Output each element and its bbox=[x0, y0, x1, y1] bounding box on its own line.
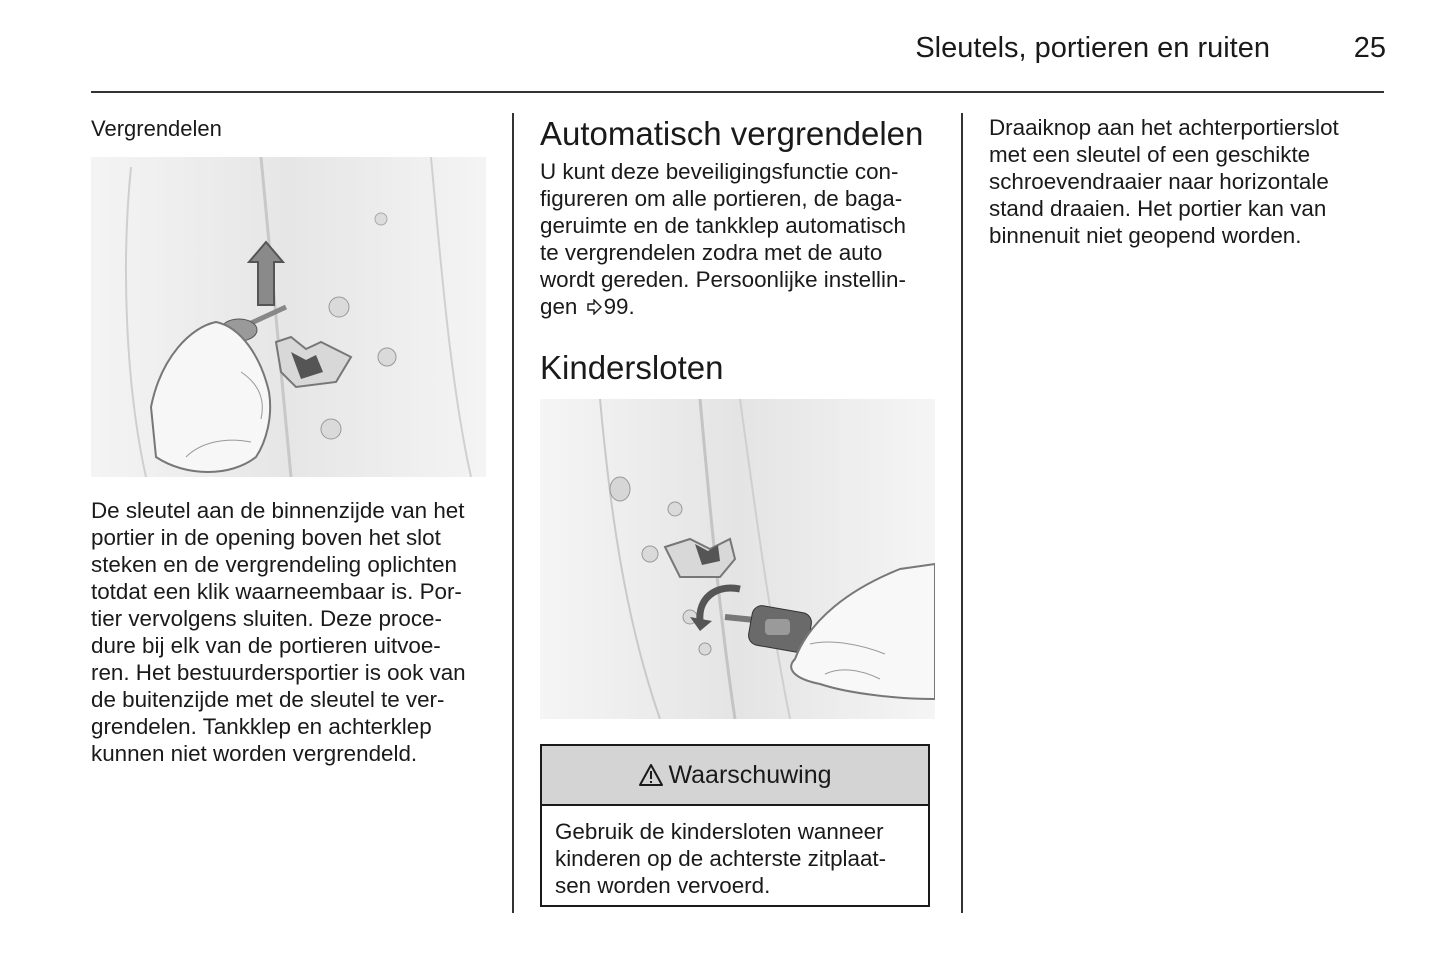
warning-line: sen worden vervoerd. bbox=[555, 873, 771, 898]
heading-automatisch-vergrendelen: Automatisch vergrendelen bbox=[540, 115, 924, 152]
subheading-vergrendelen: Vergrendelen bbox=[91, 116, 222, 141]
column-divider-left bbox=[512, 113, 514, 913]
key-in-door-lock-illustration bbox=[91, 157, 486, 477]
body-line-with-reference bbox=[540, 293, 940, 320]
body-line: portier in de opening boven het slot bbox=[91, 525, 441, 550]
body-line: binnenuit niet geopend worden. bbox=[989, 223, 1302, 248]
body-line: De sleutel aan de binnenzijde van het bbox=[91, 498, 465, 523]
child-lock-key-illustration bbox=[540, 399, 935, 719]
warning-box bbox=[540, 744, 930, 907]
page-reference-link[interactable]: 99. bbox=[603, 294, 635, 319]
page-number: 25 bbox=[1353, 32, 1386, 64]
body-line: totdat een klik waarneembaar is. Por- bbox=[91, 579, 462, 604]
warning-body bbox=[542, 806, 928, 899]
warning-title: Waarschuwing bbox=[668, 760, 832, 789]
middle-column bbox=[540, 114, 940, 719]
warning-header bbox=[542, 746, 928, 806]
body-line: steken en de vergrendeling oplichten bbox=[91, 552, 457, 577]
body-line: wordt gereden. Persoonlijke instellin- bbox=[540, 267, 906, 292]
body-line: de buitenzijde met de sleutel te ver- bbox=[91, 687, 445, 712]
warning-triangle-icon bbox=[638, 763, 664, 787]
heading-kindersloten: Kindersloten bbox=[540, 349, 724, 386]
body-line: U kunt deze beveiligingsfunctie con- bbox=[540, 159, 899, 184]
arrow-reference-icon bbox=[586, 299, 602, 315]
body-line: figureren om alle portieren, de baga- bbox=[540, 186, 903, 211]
body-line: tier vervolgens sluiten. Deze proce- bbox=[91, 606, 442, 631]
body-line: stand draaien. Het portier kan van bbox=[989, 196, 1327, 221]
right-column bbox=[989, 114, 1389, 249]
body-text-fragment: gen bbox=[540, 294, 578, 319]
body-line: te vergrendelen zodra met de auto bbox=[540, 240, 883, 265]
body-line: ren. Het bestuurdersportier is ook van bbox=[91, 660, 466, 685]
warning-line: Gebruik de kindersloten wanneer bbox=[555, 819, 884, 844]
left-column bbox=[91, 114, 491, 767]
column-divider-right bbox=[961, 113, 963, 913]
page-header-title: Sleutels, portieren en ruiten bbox=[915, 32, 1270, 64]
body-line: kunnen niet worden vergrendeld. bbox=[91, 741, 418, 766]
body-line: geruimte en de tankklep automatisch bbox=[540, 213, 906, 238]
header-rule bbox=[91, 91, 1384, 93]
body-line: dure bij elk van de portieren uitvoe- bbox=[91, 633, 441, 658]
body-line: met een sleutel of een geschikte bbox=[989, 142, 1311, 167]
warning-line: kinderen op de achterste zitplaat- bbox=[555, 846, 887, 871]
body-line: grendelen. Tankklep en achterklep bbox=[91, 714, 432, 739]
body-line: schroevendraaier naar horizontale bbox=[989, 169, 1329, 194]
body-line: Draaiknop aan het achterportierslot bbox=[989, 115, 1339, 140]
